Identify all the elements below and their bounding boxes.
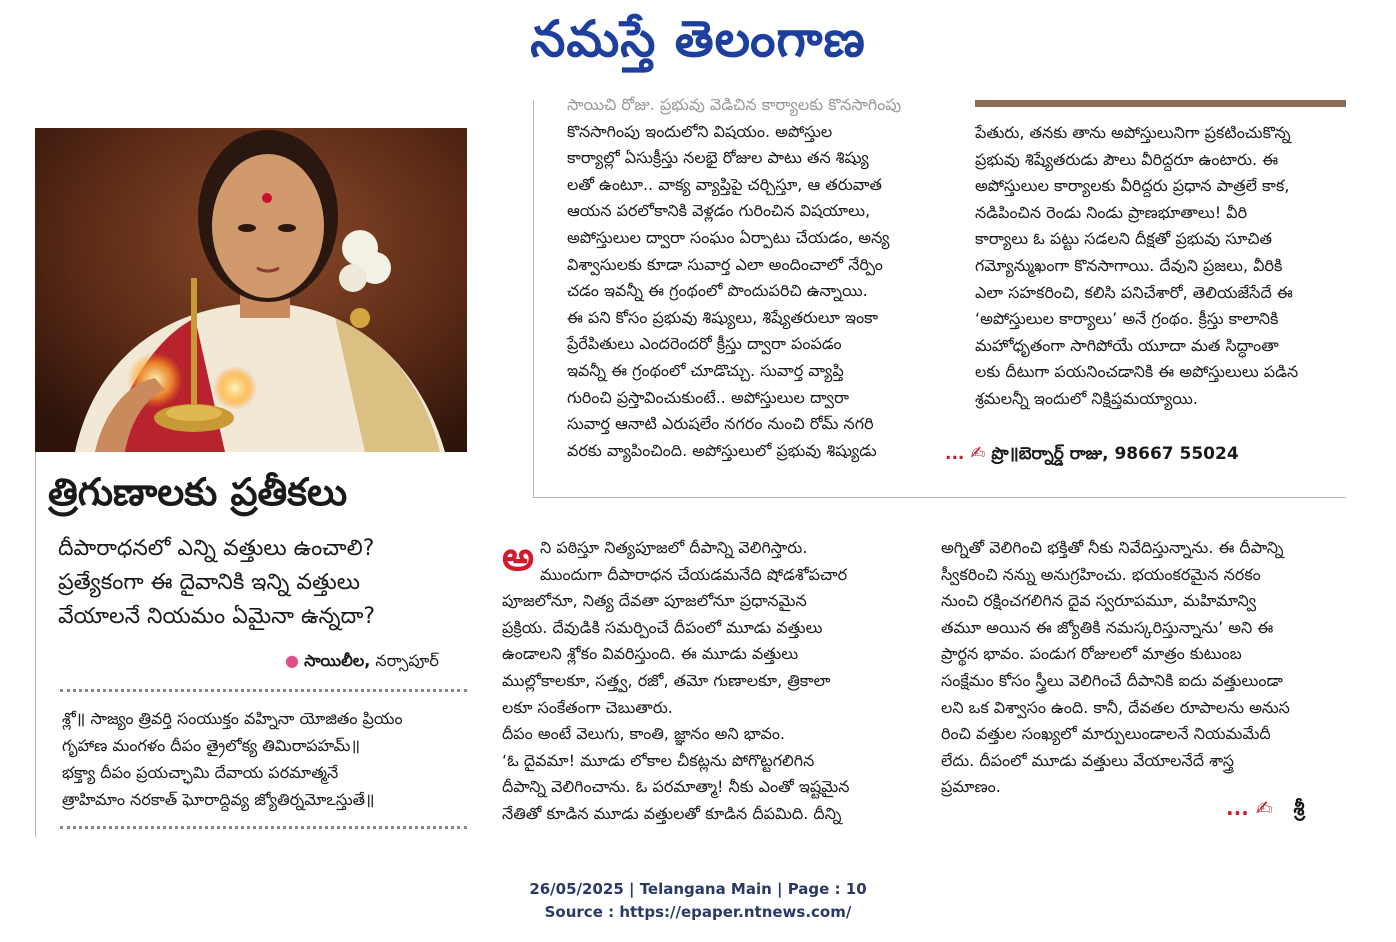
author-dots: ...	[945, 444, 965, 464]
text-line: సువార్త ఆనాటి ఎరుషలేం నగరం నుంచి రోమ్ నగరి	[567, 414, 874, 434]
text-line: దీపం అంటే వెలుగు, కాంతి, జ్ఞానం అని భావం.	[502, 724, 786, 744]
text-line: ప్రక్రియ. దేవుడికి సమర్పించే దీపంలో మూడు వత్తులు	[502, 617, 823, 637]
text-line: అపోస్తులుల కార్యాలకు వీరిద్దరు ప్రధాన పాత్రలే కాక,	[975, 176, 1290, 196]
shloka-line: శ్లో॥ సాజ్యం త్రివర్తి సంయుక్తం వహ్నినా యోజితం ప్రియం	[62, 709, 403, 728]
footer-date-line: 26/05/2025 | Telangana Main | Page : 10	[529, 880, 867, 898]
text-line: ప్రేరేపితులు ఎందరెందరో క్రీస్తు ద్వారా పంపడం	[567, 334, 842, 354]
text-line: పూజలోనూ, నిత్య దేవతా పూజలోనూ ప్రధానమైన	[502, 591, 807, 611]
question-line: ప్రత్యేకంగా ఈ దైవానికి ఇన్ని వత్తులు	[58, 570, 360, 595]
text-line: ఎలా సహకరించి, కలిసి పనిచేశారో, తెలియజేసేదే ఈ	[975, 282, 1293, 302]
shloka-bottom-divider	[60, 826, 467, 829]
text-line: ‘ఓ దైవమా! మూడు లోకాల చీకట్లను పోగొట్టగలిగిన	[502, 750, 815, 770]
shloka-block	[62, 705, 403, 813]
text-line: లతో ఉంటూ.. వాక్య వ్యాప్తిపై చర్చిస్తూ, ఆ తరువాత	[567, 174, 882, 194]
text-line: ఉండాలని శ్లోకం వివరిస్తుంది. ఈ మూడు వత్తులు	[502, 644, 799, 664]
article2-signature	[1226, 796, 1305, 825]
text-line: ని పఠిస్తూ నిత్యపూజలో దీపాన్ని వెలిగిస్తారు.	[540, 538, 808, 557]
article2-headline: త్రిగుణాలకు ప్రతీకలు	[48, 470, 348, 514]
article2-column-a	[502, 535, 849, 828]
shloka-line: త్రాహిమాం నరకాత్ ఘోరాద్దివ్య జ్యోతిర్నమోఽస్తుతే॥	[62, 790, 375, 809]
shloka-line: భక్త్యా దీపం ప్రయచ్ఛామి దేవాయ పరమాత్మనే	[62, 763, 339, 782]
shloka-line: గృహాణ మంగళం దీపం త్రైలోక్య తిమిరాపహమ్॥	[62, 736, 361, 755]
woman-with-lamp-image	[35, 128, 467, 452]
article1-left-border	[533, 100, 534, 498]
text-line: నడిపించిన రెండు నిండు ప్రాణభూతాలు! వీరి	[975, 202, 1248, 222]
dropcap-letter: అ	[502, 534, 534, 580]
article1-column-a	[567, 92, 901, 464]
article2-byline	[285, 648, 439, 674]
text-line: సాయిచి రోజు. ప్రభువు వెడిచిన కార్యాలకు కొనసాగింపు	[567, 95, 902, 114]
article2-left-border	[35, 452, 36, 837]
text-line: ‘అపోస్తులుల కార్యాలు’ అనే గ్రంథం. క్రీస్తు కాలానికి	[975, 309, 1279, 329]
article1-bottom-border	[533, 497, 1346, 498]
text-line: చడం ఇవన్నీ ఈ గ్రంథంలో పొందుపరిచి ఉన్నాయి.	[567, 281, 868, 301]
text-line: విశ్వాసులకు కూడా సువార్త ఎలా అందించాలో నేర్పిం	[567, 254, 883, 274]
article1-column-b	[975, 120, 1298, 413]
text-line: గురించి ప్రస్తావించుకుంటే.. అపోస్తులుల ద్వారా	[567, 387, 849, 407]
text-line: వరకు వ్యాపించింది. అపోస్తులులో ప్రభువు శిష్యుడు	[567, 440, 877, 460]
text-line: అపోస్తులుల ద్వారా సంఘం ఏర్పాటు చేయడం, అన్య	[567, 227, 890, 247]
question-line: వేయాలనే నియమం ఏమైనా ఉన్నదా?	[58, 604, 376, 629]
footer-source-line: Source : https://epaper.ntnews.com/	[544, 903, 852, 921]
signature-name: శ్రీ	[1293, 796, 1305, 820]
text-line: స్వీకరించి నన్ను అనుగ్రహించు. భయంకరమైన నరకం	[941, 564, 1261, 584]
text-line: తమూ అయిన ఈ జ్యోతికి నమస్కరిస్తున్నాను’ అని ఈ	[941, 617, 1274, 637]
text-line: లకూ సంకేతంగా చెబుతారు.	[502, 697, 673, 717]
text-line: మహోధృతంగా సాగిపోయే యూదా మత సిద్ధాంతా	[975, 335, 1279, 355]
text-line: సంక్షేమం కోసం స్త్రీలు వెలిగించే దీపానికి ఐదు వత్తులుండా	[941, 670, 1283, 690]
text-line: లకు దీటుగా పయనించడానికి ఈ అపోస్తులులు పడిన	[975, 362, 1299, 382]
text-line: ప్రభువు శిష్యేతరుడు పౌలు వీరిద్దరూ ఉంటారు. ఈ	[975, 149, 1279, 169]
shloka-top-divider	[60, 689, 467, 692]
author-name: ప్రొ॥బెర్నార్డ్ రాజు, 98667 55024	[991, 444, 1239, 464]
text-line: శ్రమలన్నీ ఇందులో నిక్షిప్తమయ్యాయి.	[975, 388, 1198, 408]
article1-author	[945, 443, 1239, 468]
signature-dots: ...	[1226, 796, 1249, 820]
text-line: లని ఒక విశ్వాసం ఉంది. కానీ, దేవతల రూపాలను అనుస	[941, 697, 1290, 717]
text-line: గమ్యోన్ముఖంగా కొనసాగాయి. దేవుని ప్రజలు, వీరికి	[975, 255, 1283, 275]
text-line: ముల్లోకాలకూ, సత్త్వ, రజో, తమో గుణాలకూ, త్రికాలా	[502, 670, 831, 690]
text-line: ముందుగా దీపారాధన చేయడమనేది షోడశోపచార	[540, 564, 848, 584]
text-line: రించి వత్తుల సంఖ్యలో మార్పులుండాలనే నియమమేదీ	[941, 724, 1271, 744]
text-line: కార్యాల్లో ఏసుక్రీస్తు నలభై రోజుల పాటు తన శిష్యు	[567, 148, 869, 168]
byline-name: సాయిలీల,	[304, 651, 371, 670]
text-line: ప్రార్థన భావం. పండుగ రోజులలో మాత్రం కుటుంబ	[941, 644, 1242, 664]
byline-place: నర్సాపూర్	[375, 651, 439, 670]
text-line: దీపాన్ని వెలిగించాను. ఓ పరమాత్మా! నీకు ఎంతో ఇష్టమైన	[502, 777, 850, 797]
text-line: అగ్నితో వెలిగించి భక్తితో నీకు నివేదిస్తున్నాను. ఈ దీపాన్ని	[941, 538, 1284, 557]
text-line: లేదు. దీపంలో మూడు వత్తులు వేయాలనేదే శాస్త్ర	[941, 750, 1234, 770]
pen-icon: ✍	[1255, 796, 1273, 820]
text-line: ఆయన పరలోకానికి వెళ్లడం గురించిన విషయాలు,	[567, 201, 871, 221]
pen-icon: ✍	[970, 443, 986, 464]
bullet-icon: ●	[285, 651, 299, 670]
question-line: దీపారాధనలో ఎన్ని వత్తులు ఉంచాలి?	[58, 536, 375, 561]
text-line: ఇవన్నీ ఈ గ్రంథంలో చూడొచ్చు. సువార్త వ్యాప్తి	[567, 360, 844, 380]
article2-question	[58, 532, 375, 634]
text-line: ప్రమాణం.	[941, 777, 1001, 797]
masthead-title: నమస్తే తెలంగాణ	[530, 10, 866, 68]
text-line: పేతురు, తనకు తాను అపోస్తులునిగా ప్రకటించుకొన్న	[975, 123, 1291, 142]
lamp-photo	[35, 128, 467, 452]
text-line: ఈ పని కోసం ప్రభువు శిష్యులు, శిష్యేతరులూ ఇంకా	[567, 307, 879, 327]
text-line: కార్యాలు ఓ పట్టు సడలని దీక్షతో ప్రభువు సూచిత	[975, 229, 1272, 249]
text-line: కొనసాగింపు ఇందులోని విషయం. అపోస్తుల	[567, 121, 833, 141]
article2-column-b	[941, 535, 1290, 801]
text-line: నేతితో కూడిన మూడు వత్తులతో కూడిన దీపమిది. దీన్ని	[502, 803, 842, 823]
text-line: నుంచి రక్షించగలిగిన దైవ స్వరూపమూ, మహిమాన్వి	[941, 591, 1257, 611]
article1-photo-strip	[975, 100, 1346, 107]
